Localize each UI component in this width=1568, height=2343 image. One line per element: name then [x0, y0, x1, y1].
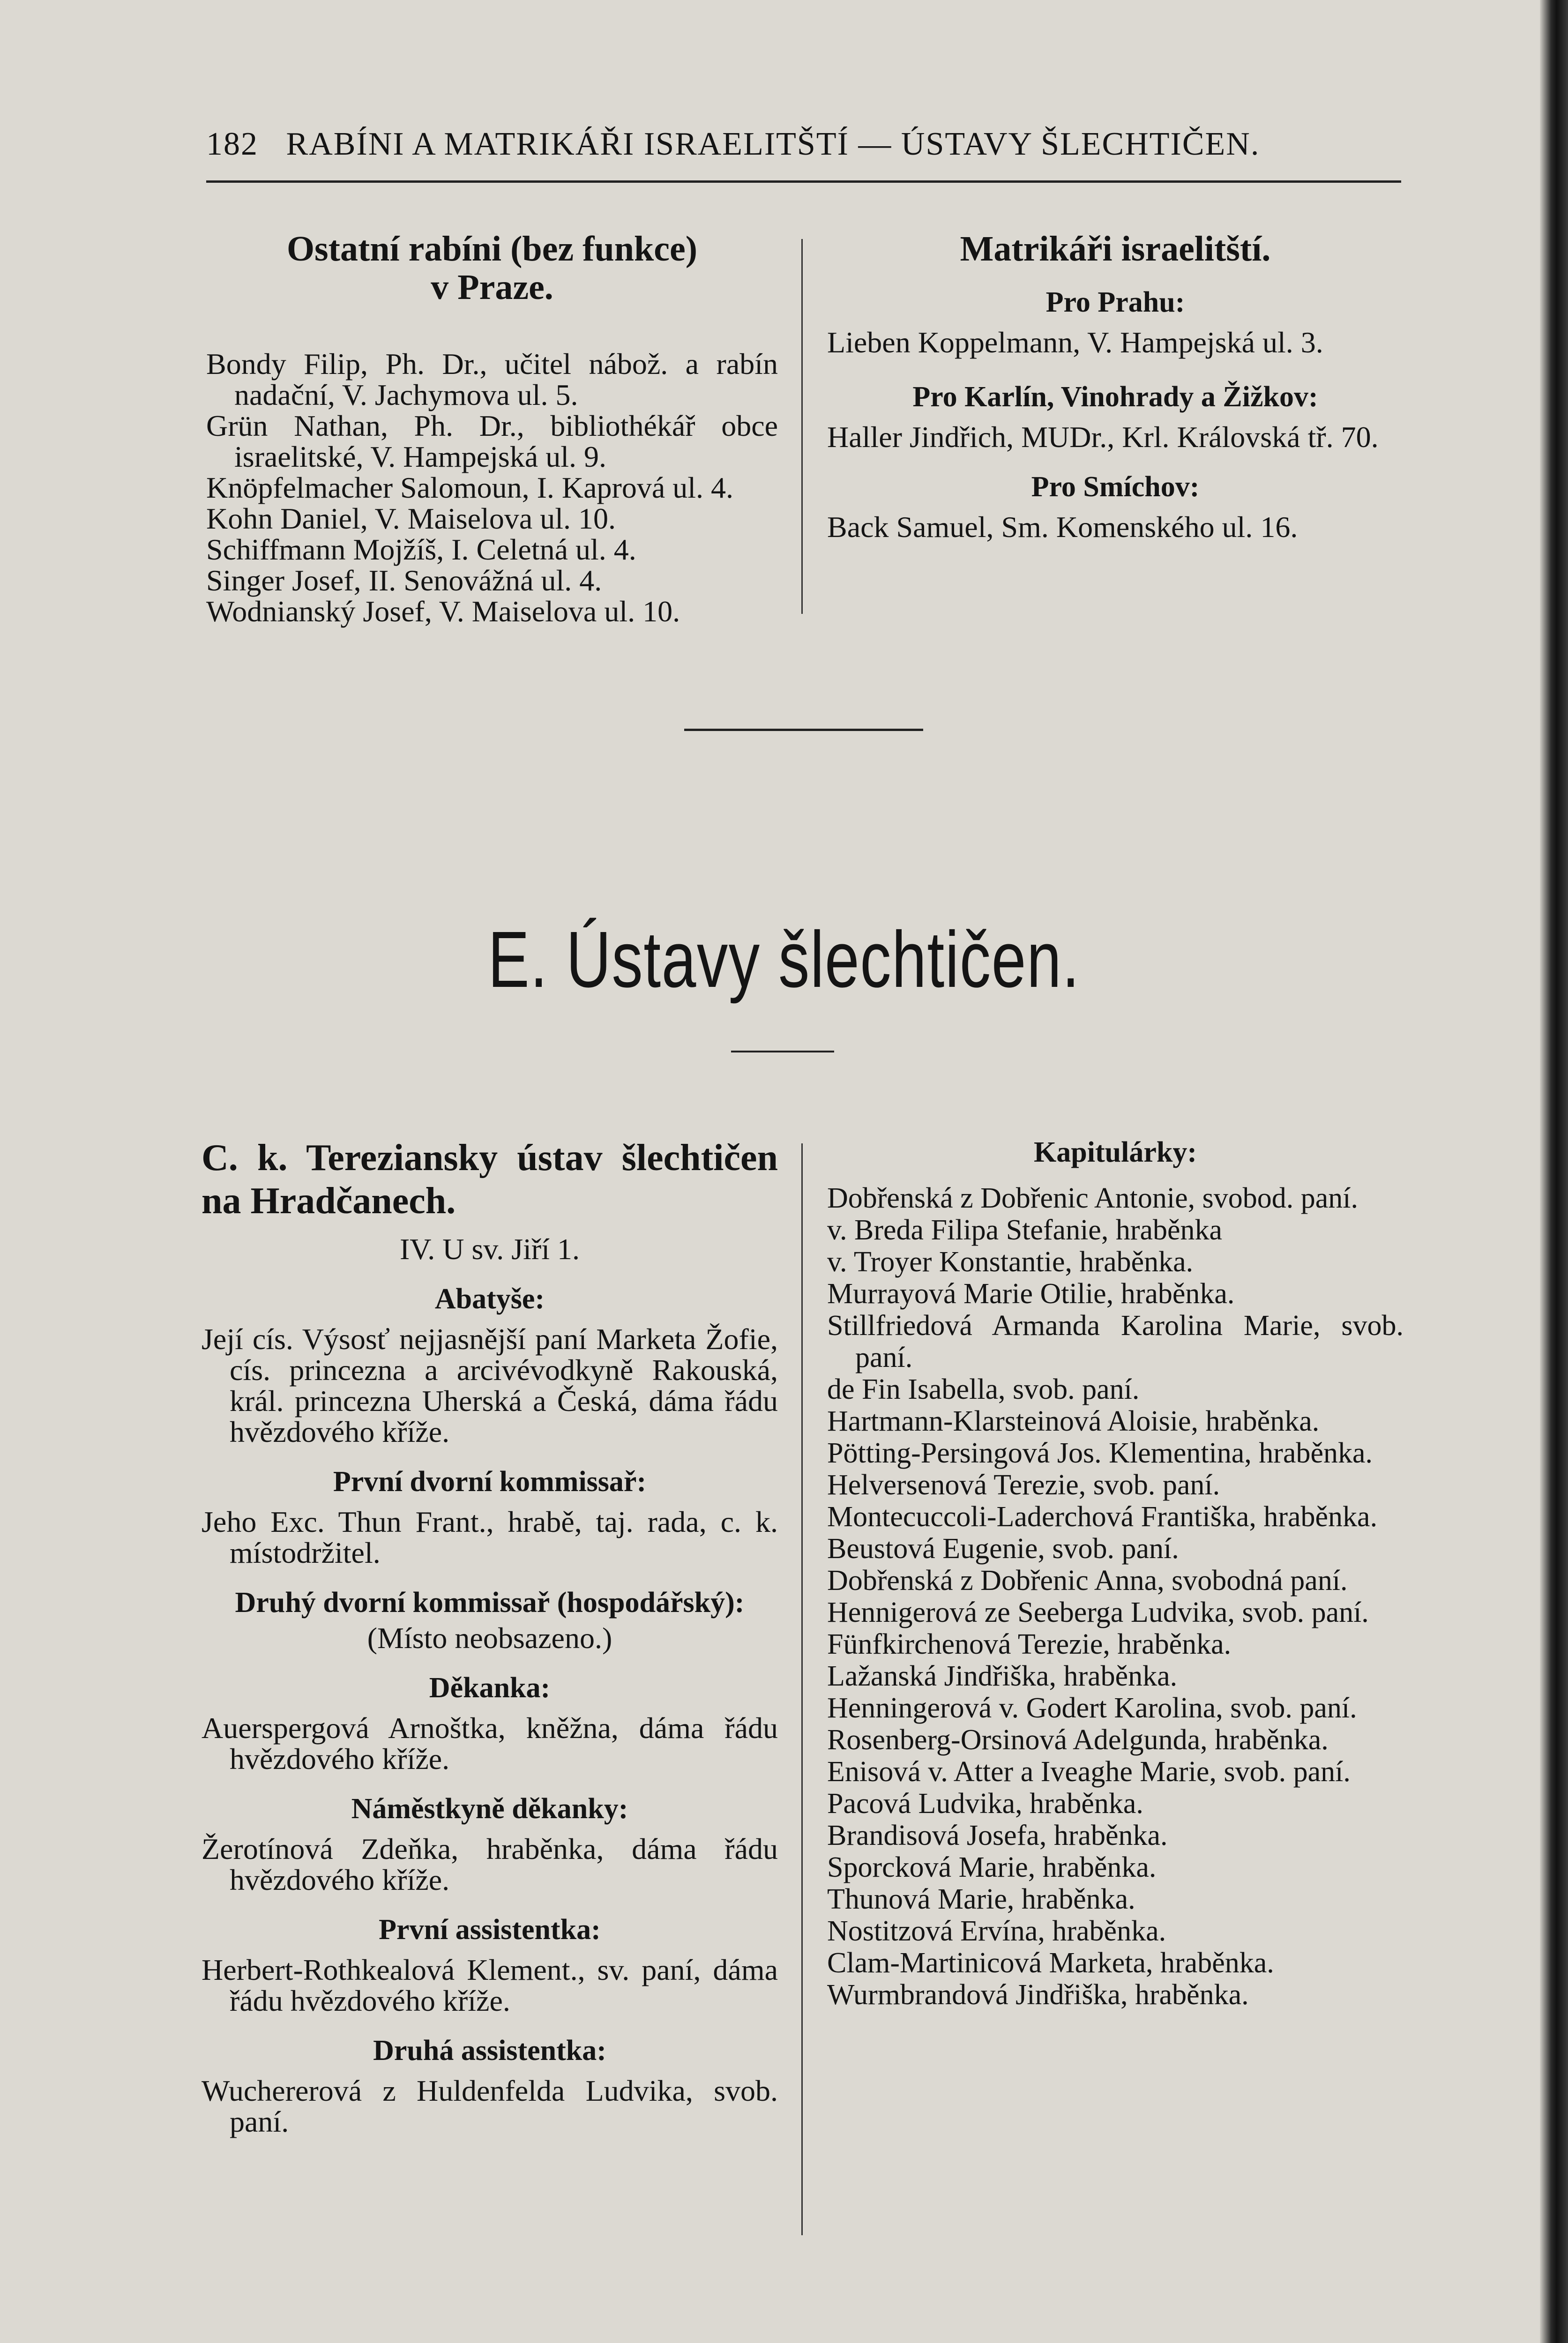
- first-assistant-label: První assistentka:: [379, 1914, 601, 1946]
- prague-entry: Lieben Koppelmann, V. Hampejská ul. 3.: [827, 326, 1323, 359]
- capitular-entry: Beustová Eugenie, svob. paní.: [827, 1533, 1179, 1565]
- karlin-entry: Haller Jindřich, MUDr., Krl. Královská tř. 70.: [827, 420, 1379, 454]
- capitular-entry: Wurmbrandová Jindřiška, hraběnka.: [827, 1979, 1249, 2011]
- rabbi-entry: Wodnianský Josef, V. Maiselova ul. 10.: [206, 595, 680, 628]
- capitular-entry: Dobřenská z Dobřenic Anna, svobodná paní.: [827, 1565, 1348, 1597]
- first-assistant-text: Herbert-Rothkealová Klement., sv. paní, dáma řádu hvězdového kříže.: [202, 1953, 778, 2017]
- registrars-column: [827, 230, 1404, 543]
- first-commissioner-label: První dvorní kommissař:: [333, 1466, 647, 1498]
- second-commissioner-text: (Místo neobsazeno.): [367, 1621, 612, 1655]
- capitular-entry: de Fin Isabella, svob. paní.: [827, 1373, 1140, 1405]
- rabbis-heading-line2: v Praze.: [431, 268, 553, 307]
- capitular-entry: Murrayová Marie Otilie, hraběnka.: [827, 1278, 1235, 1310]
- header-rule: [206, 180, 1401, 183]
- capitular-entry: Helversenová Terezie, svob. paní.: [827, 1469, 1220, 1501]
- column-separator-bottom: [801, 1143, 803, 2235]
- prague-label: Pro Prahu:: [1045, 286, 1185, 318]
- rabbis-heading-line1: Ostatní rabíni (bez funkce): [286, 229, 698, 269]
- second-assistant-text: Wuchererová z Huldenfelda Ludvika, svob. paní.: [202, 2074, 778, 2138]
- capitulars-list: [827, 1182, 1404, 2011]
- capitular-entry: Brandisová Josefa, hraběnka.: [827, 1820, 1168, 1851]
- institute-heading: C. k. Tereziansky ústav šlechtičen na Hradčanech.: [202, 1137, 778, 1222]
- smichov-label: Pro Smíchov:: [1031, 471, 1200, 503]
- running-header: [206, 126, 1396, 163]
- capitular-entry: Thunová Marie, hraběnka.: [827, 1883, 1135, 1915]
- first-commissioner-text: Jeho Exc. Thun Frant., hrabě, taj. rada, c. k. místodržitel.: [202, 1505, 778, 1569]
- capitulars-column: [827, 1136, 1404, 2011]
- abbess-label: Abatyše:: [434, 1283, 545, 1315]
- rabbi-entry: Kohn Daniel, V. Maiselova ul. 10.: [206, 502, 616, 535]
- capitular-entry: Enisová v. Atter a Iveaghe Marie, svob. paní.: [827, 1756, 1351, 1788]
- section-title: E. Ústavy šlechtičen.: [488, 915, 1080, 1004]
- capitular-entry: Montecuccoli-Laderchová Františka, hraběnka.: [827, 1501, 1378, 1533]
- short-rule: [731, 1051, 834, 1052]
- abbess-text: Její cís. Výsosť nejjasnější paní Marketa Žofie, cís. princezna a arcivévodkyně Rakouská, král. princezna Uherská a Česká, dáma řádu hvězdového kříže.: [202, 1322, 778, 1448]
- capitular-entry: Clam-Martinicová Marketa, hraběnka.: [827, 1947, 1274, 1979]
- capitular-entry: Stillfriedová Armanda Karolina Marie, svob. paní.: [827, 1310, 1404, 1373]
- capitular-entry: Pacová Ludvika, hraběnka.: [827, 1788, 1143, 1820]
- karlin-label: Pro Karlín, Vinohrady a Žižkov:: [912, 381, 1318, 413]
- capitular-entry: Henningerová v. Godert Karolina, svob. paní.: [827, 1692, 1357, 1724]
- capitular-entry: Rosenberg-Orsinová Adelgunda, hraběnka.: [827, 1724, 1329, 1756]
- rabbi-entry: Grün Nathan, Ph. Dr., bibliothékář obce israelitské, V. Hampejská ul. 9.: [206, 409, 778, 473]
- deputy-dean-text: Žerotínová Zdeňka, hraběnka, dáma řádu hvězdového kříže.: [202, 1832, 778, 1896]
- smichov-entry: Back Samuel, Sm. Komenského ul. 16.: [827, 510, 1298, 544]
- capitular-entry: Sporcková Marie, hraběnka.: [827, 1851, 1157, 1883]
- scan-binding-edge: [1540, 0, 1568, 2343]
- dean-label: Děkanka:: [429, 1672, 551, 1704]
- registrars-heading: Matrikáři israelitští.: [960, 229, 1271, 269]
- second-commissioner-label: Druhý dvorní kommissař (hospodářský):: [235, 1587, 745, 1619]
- rabbi-entry: Singer Josef, II. Senovážná ul. 4.: [206, 564, 602, 597]
- capitular-entry: Dobřenská z Dobřenic Antonie, svobod. paní.: [827, 1182, 1358, 1214]
- capitular-entry: Pötting-Persingová Jos. Klementina, hraběnka.: [827, 1437, 1373, 1469]
- section-divider-rule: [684, 729, 923, 731]
- dean-text: Auerspergová Arnoštka, kněžna, dáma řádu hvězdového kříže.: [202, 1711, 778, 1776]
- institute-address: IV. U sv. Jiří 1.: [399, 1232, 580, 1266]
- capitular-entry: v. Troyer Konstantie, hraběnka.: [827, 1246, 1194, 1278]
- rabbi-entry: Bondy Filip, Ph. Dr., učitel nábož. a rabín nadační, V. Jachymova ul. 5.: [206, 347, 778, 411]
- rabbi-entry: Knöpfelmacher Salomoun, I. Kaprová ul. 4.: [206, 471, 734, 504]
- capitular-entry: Nostitzová Ervína, hraběnka.: [827, 1915, 1166, 1947]
- column-separator-top: [801, 239, 803, 614]
- capitular-entry: v. Breda Filipa Stefanie, hraběnka: [827, 1214, 1223, 1246]
- capitular-entry: Hennigerová ze Seeberga Ludvika, svob. paní.: [827, 1597, 1369, 1628]
- capitular-entry: Fünfkirchenová Terezie, hraběnka.: [827, 1628, 1232, 1660]
- rabbi-entry: Schiffmann Mojžíš, I. Celetná ul. 4.: [206, 533, 636, 566]
- capitular-entry: Lažanská Jindřiška, hraběnka.: [827, 1660, 1178, 1692]
- institute-column: [202, 1136, 778, 2137]
- capitular-entry: Hartmann-Klarsteinová Aloisie, hraběnka.: [827, 1405, 1320, 1437]
- capitulars-label: Kapitulárky:: [1034, 1136, 1197, 1168]
- page-number: 182: [206, 126, 258, 162]
- running-title: RABÍNI A MATRIKÁŘI ISRAELITŠTÍ — ÚSTAVY ŠLECHTIČEN.: [286, 126, 1260, 162]
- rabbis-column: [206, 230, 778, 627]
- deputy-dean-label: Náměstkyně děkanky:: [351, 1793, 628, 1825]
- second-assistant-label: Druhá assistentka:: [373, 2035, 606, 2067]
